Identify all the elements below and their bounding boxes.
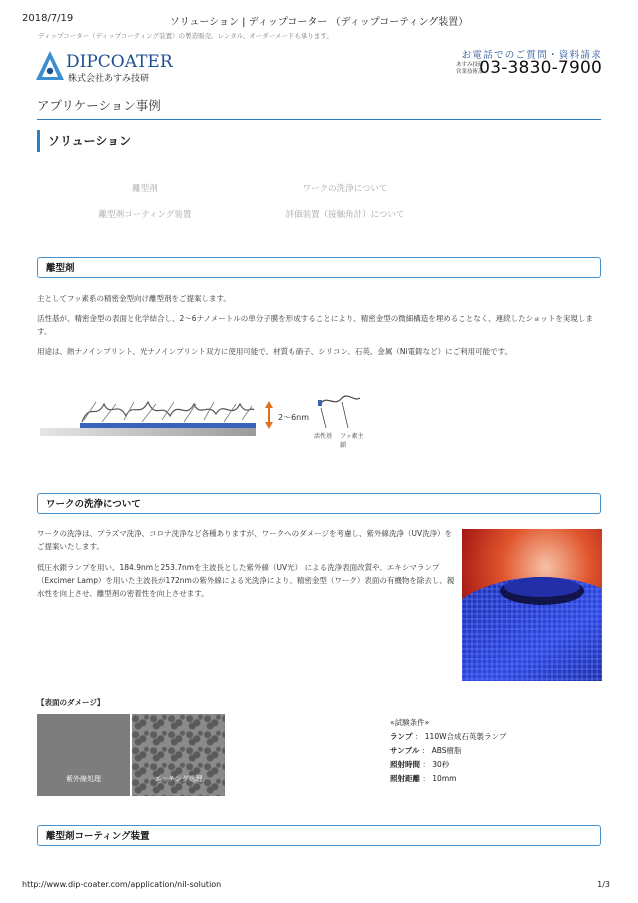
- coating-device-header: [37, 825, 601, 846]
- conditions-title: «試験条件»: [390, 718, 430, 727]
- logo-wordmark: DIPCOATER: [66, 52, 173, 72]
- section-title: ソリューション: [48, 134, 132, 148]
- site-tagline: ディップコーター（ディップコーティング装置）の製造販売。レンタル、オーダーメードも承ります。: [38, 32, 333, 40]
- condition-sep: ：: [421, 746, 430, 755]
- damage-title: 【表面のダメージ】: [37, 698, 105, 707]
- condition-sep: ：: [422, 774, 430, 783]
- uv-treated-sample-image: [37, 714, 130, 796]
- section-header: [37, 130, 131, 152]
- contact-sub-line: 営業技術部: [456, 69, 484, 75]
- contact-sub-line: あすみ技研: [456, 62, 484, 68]
- condition-key: サンプル: [390, 746, 420, 755]
- monolayer-diagram: [38, 390, 368, 450]
- active-group-label: 活性基: [314, 433, 333, 440]
- page-title: アプリケーション事例: [37, 98, 161, 113]
- print-footer-page: 1/3: [597, 880, 610, 889]
- condition-row: [390, 773, 456, 784]
- condition-value: ABS樹脂: [431, 746, 462, 755]
- thickness-label: 2～6nm: [278, 413, 310, 422]
- etching-sample-image: [132, 714, 225, 796]
- condition-key: 照射距離: [390, 774, 420, 783]
- condition-value: 110W合成石英製ランプ: [424, 732, 507, 741]
- condition-value: 10mm: [432, 774, 457, 783]
- condition-row: [390, 731, 507, 742]
- cleaning-paragraph: ワークの洗浄は、プラズマ洗浄、コロナ洗浄など各種ありますが、ワークへのダメージを考慮し、紫外線洗浄（UV洗浄）をご提案いたします。: [37, 529, 453, 551]
- uv-treated-label: 紫外線処理: [66, 775, 101, 783]
- cleaning-title: ワークの洗浄について: [46, 499, 141, 510]
- toc-link-coating-device[interactable]: 離型剤コーティング装置: [98, 210, 192, 220]
- release-agent-header: [37, 257, 601, 278]
- toc-link-release-agent[interactable]: 離型剤: [132, 184, 158, 194]
- coating-device-title: 離型剤コーティング装置: [46, 831, 150, 842]
- toc-link-cleaning[interactable]: ワークの洗浄について: [302, 184, 388, 194]
- uv-cleaning-photo-svg: [462, 529, 602, 681]
- toc-link-evaluation-device[interactable]: 評価装置（接触角計）について: [285, 210, 405, 220]
- etching-label: エッチング処理: [154, 775, 203, 783]
- print-date: 2018/7/19: [22, 13, 74, 24]
- phone-number[interactable]: 03-3830-7900: [479, 58, 602, 78]
- logo-mark-icon: [36, 50, 66, 82]
- condition-sep: ：: [414, 732, 423, 741]
- release-agent-paragraph: 活性基が、精密金型の表面と化学結合し、2～6ナノメートルの単分子膜を形成することにより、精密金型の微細構造を埋めることなく、連続したショットを実現します。: [37, 314, 593, 336]
- cleaning-header: [37, 493, 601, 514]
- uv-cleaning-photo: [462, 529, 602, 681]
- print-title: ソリューション | ディップコーター （ディップコーティング装置）: [169, 17, 469, 28]
- condition-value: 30秒: [432, 760, 450, 769]
- monolayer-diagram-svg: [38, 390, 368, 450]
- condition-sep: ：: [422, 760, 430, 769]
- site-logo[interactable]: [36, 50, 173, 84]
- print-footer-url: http://www.dip-coater.com/application/nil-solution: [22, 880, 222, 889]
- fluoro-chain-label: フッ素主鎖: [340, 433, 364, 449]
- logo-company-name: 株式会社あすみ技研: [68, 74, 150, 84]
- heading-divider: [37, 119, 601, 120]
- condition-row: [390, 759, 449, 770]
- cleaning-paragraph: 低圧水銀ランプを用い、184.9nmと253.7nmを主波長とした紫外線（UV光） による洗浄表面改質や、エキシマランプ（Excimer Lamp）を用いた主波長が172nmの紫外線による光洗浄により、精密金型（ワーク）表面の有機物を除去し、親水性を向上させ、離型剤の密着性を向上させます。: [37, 563, 455, 598]
- condition-key: ランプ: [390, 732, 413, 741]
- release-agent-title: 離型剤: [46, 263, 75, 274]
- release-agent-paragraph: 用途は、熱ナノインプリント、光ナノインプリント双方に使用可能で、材質も硝子、シリコン、石英、金属（Ni電鋳など）にご利用可能です。: [37, 347, 513, 356]
- release-agent-paragraph: 主としてフッ素系の精密金型向け離型剤をご提案します。: [37, 294, 231, 303]
- condition-key: 照射時間: [390, 760, 420, 769]
- condition-row: [390, 745, 462, 756]
- contact-label: お電話でのご質問・資料請求: [461, 50, 602, 61]
